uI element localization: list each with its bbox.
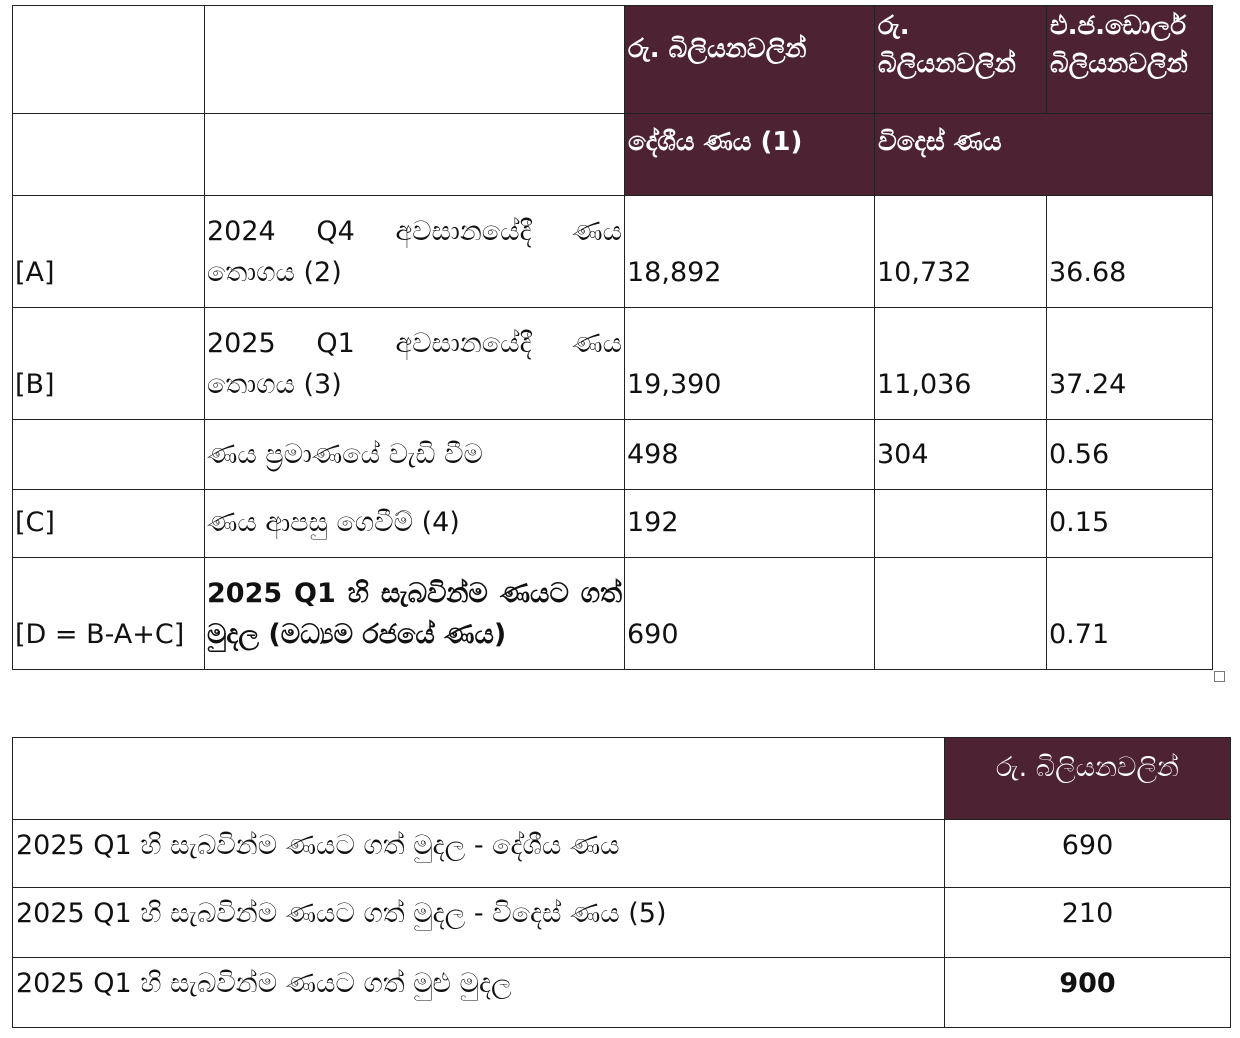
foreign-lkr-value bbox=[875, 490, 1047, 558]
foreign-lkr-value: 10,732 bbox=[875, 196, 1047, 308]
table-row bbox=[13, 490, 1213, 558]
row-value: 210 bbox=[945, 888, 1231, 958]
foreign-lkr-value: 11,036 bbox=[875, 308, 1047, 420]
row-code: [C] bbox=[13, 490, 205, 558]
borrowing-total-table bbox=[12, 737, 1231, 1028]
foreign-lkr-value bbox=[875, 558, 1047, 670]
foreign-usd-value: 0.56 bbox=[1047, 420, 1213, 490]
header-unit-foreign-usd: එ.ජ.ඩොලර් බිලියනවලින් bbox=[1047, 6, 1213, 114]
table-row bbox=[13, 958, 1231, 1028]
table-row bbox=[13, 820, 1231, 888]
foreign-usd-value: 37.24 bbox=[1047, 308, 1213, 420]
domestic-value: 192 bbox=[625, 490, 875, 558]
header-cell-empty bbox=[13, 6, 205, 114]
domestic-value: 19,390 bbox=[625, 308, 875, 420]
row-label: 2025 Q1 අවසානයේදී ණය තොගය (3) bbox=[205, 308, 625, 420]
table-row bbox=[13, 558, 1213, 670]
row-label: ණය ආපසු ගෙවීම් (4) bbox=[205, 490, 625, 558]
domestic-value: 498 bbox=[625, 420, 875, 490]
row-label: 2025 Q1 හි සැබවින්ම ණයට ගත් මුදල - විදෙස් ණය (5) bbox=[13, 888, 945, 958]
table-header-row bbox=[13, 738, 1231, 820]
table-row bbox=[13, 196, 1213, 308]
header-foreign-debt: විදෙස් ණය bbox=[875, 114, 1213, 196]
table-row bbox=[13, 308, 1213, 420]
header-cell-empty bbox=[13, 114, 205, 196]
header-cell-empty bbox=[205, 6, 625, 114]
row-label: 2025 Q1 හි සැබවින්ම ණයට ගත් මුදල - දේශීය ණය bbox=[13, 820, 945, 888]
header-unit-domestic: රු. බිලියනවලින් bbox=[625, 6, 875, 114]
row-label: 2025 Q1 හි සැබවින්ම ණයට ගත් මුදල (මධ්‍යම රජයේ ණය) bbox=[205, 558, 625, 670]
row-label: ණය ප්‍රමාණයේ වැඩි වීම bbox=[205, 420, 625, 490]
foreign-usd-value: 0.15 bbox=[1047, 490, 1213, 558]
row-code: [A] bbox=[13, 196, 205, 308]
header-cell-empty bbox=[13, 738, 945, 820]
table-row bbox=[13, 420, 1213, 490]
header-cell-empty bbox=[205, 114, 625, 196]
header-domestic-debt: දේශීය ණය (1) bbox=[625, 114, 875, 196]
header-unit-foreign-lkr: රු. බිලියනවලින් bbox=[875, 6, 1047, 114]
debt-summary-table bbox=[12, 5, 1213, 670]
foreign-usd-value: 0.71 bbox=[1047, 558, 1213, 670]
table-header-row bbox=[13, 6, 1213, 114]
row-label: 2024 Q4 අවසානයේදී ණය තොගය (2) bbox=[205, 196, 625, 308]
row-code: [D = B-A+C] bbox=[13, 558, 205, 670]
table-resize-handle[interactable] bbox=[1214, 671, 1225, 682]
row-code bbox=[13, 420, 205, 490]
foreign-usd-value: 36.68 bbox=[1047, 196, 1213, 308]
row-label: 2025 Q1 හි සැබවින්ම ණයට ගත් මුළු මුදල bbox=[13, 958, 945, 1028]
domestic-value: 18,892 bbox=[625, 196, 875, 308]
table-header-row bbox=[13, 114, 1213, 196]
row-code: [B] bbox=[13, 308, 205, 420]
row-value: 690 bbox=[945, 820, 1231, 888]
table-row bbox=[13, 888, 1231, 958]
foreign-lkr-value: 304 bbox=[875, 420, 1047, 490]
row-value-total: 900 bbox=[945, 958, 1231, 1028]
header-unit: රු. බිලියනවලින් bbox=[945, 738, 1231, 820]
domestic-value: 690 bbox=[625, 558, 875, 670]
